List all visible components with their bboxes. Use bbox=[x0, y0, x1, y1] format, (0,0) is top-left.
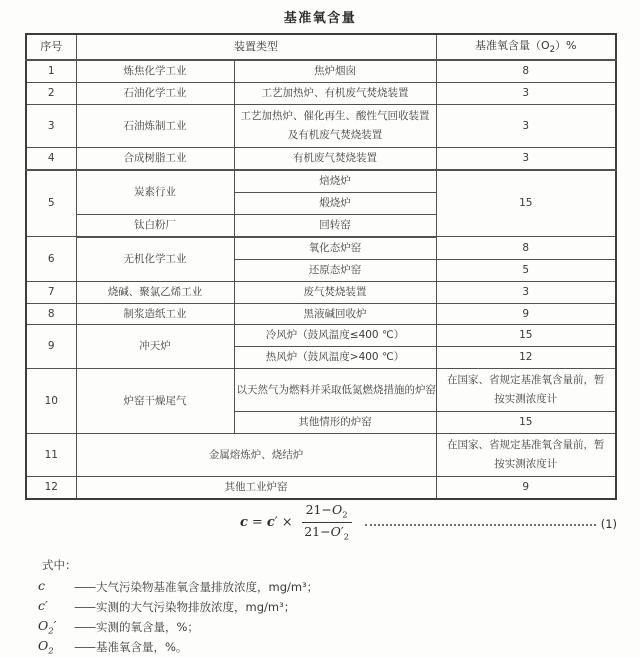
formula-lhs: c = c ′ × bbox=[240, 514, 293, 530]
device-cell: 煅烧炉 bbox=[234, 193, 436, 215]
value-cell: 5 bbox=[436, 259, 616, 281]
row-no: 3 bbox=[26, 105, 76, 148]
industry-cell: 制浆造纸工业 bbox=[76, 303, 234, 325]
device-cell: 回转窑 bbox=[234, 214, 436, 236]
table-row bbox=[26, 237, 616, 259]
row-no: 2 bbox=[26, 83, 76, 105]
row-no: 8 bbox=[26, 303, 76, 325]
industry-cell: 炼焦化学工业 bbox=[76, 60, 234, 82]
device-cell: 以天然气为燃料并采取低氮燃烧措施的炉窑 bbox=[234, 369, 436, 412]
table-row bbox=[26, 369, 616, 412]
row-no: 10 bbox=[26, 369, 76, 434]
device-cell: 工艺加热炉、催化再生、酸性气回收装置及有机废气焚烧装置 bbox=[234, 105, 436, 148]
device-cell: 废气焚烧装置 bbox=[234, 281, 436, 303]
row-no: 4 bbox=[26, 148, 76, 170]
equation-number: (1) bbox=[600, 516, 617, 531]
page-title: 基准氧含量 bbox=[283, 11, 357, 26]
table-row bbox=[26, 281, 616, 303]
device-cell: 其他工业炉窑 bbox=[76, 477, 436, 499]
device-cell: 氧化态炉窑 bbox=[234, 237, 436, 259]
definition-text: 实测的大气污染物排放浓度，mg/m³； bbox=[96, 600, 296, 614]
industry-cell: 石油化学工业 bbox=[76, 83, 234, 105]
value-cell: 15 bbox=[436, 412, 616, 434]
table-row bbox=[26, 105, 616, 148]
definition-dash: —— bbox=[74, 640, 95, 654]
industry-cell: 钛白粉厂 bbox=[76, 214, 234, 236]
symbol: c bbox=[38, 577, 46, 593]
row-no: 12 bbox=[26, 477, 76, 499]
table-row bbox=[26, 148, 616, 170]
row-no: 1 bbox=[26, 60, 76, 82]
industry-cell: 冲天炉 bbox=[76, 325, 234, 369]
industry-cell: 无机化学工业 bbox=[76, 237, 234, 281]
device-cell: 有机废气焚烧装置 bbox=[234, 148, 436, 170]
table-row bbox=[26, 434, 616, 477]
industry-cell: 烧碱、聚氯乙烯工业 bbox=[76, 281, 234, 303]
row-no: 5 bbox=[26, 170, 76, 237]
definition-dash: —— bbox=[74, 580, 95, 594]
definition-item bbox=[38, 637, 598, 657]
table-row bbox=[26, 83, 616, 105]
value-cell: 3 bbox=[436, 105, 616, 148]
symbol: $O_2'$ bbox=[38, 617, 57, 637]
value-cell: 8 bbox=[436, 60, 616, 82]
device-cell: 焙烧炉 bbox=[234, 170, 436, 192]
definition-dash: —— bbox=[74, 600, 95, 614]
device-cell: 工艺加热炉、有机废气焚烧装置 bbox=[234, 83, 436, 105]
header-device-type: 装置类型 bbox=[76, 34, 436, 60]
value-cell: 9 bbox=[436, 303, 616, 325]
device-cell: 其他情形的炉窑 bbox=[234, 412, 436, 434]
device-cell: 热风炉（鼓风温度>400 ℃） bbox=[234, 347, 436, 369]
value-cell: 15 bbox=[436, 170, 616, 237]
value-cell: 12 bbox=[436, 347, 616, 369]
value-cell: 3 bbox=[436, 148, 616, 170]
value-cell: 在国家、省规定基准氧含量前，暂按实测浓度计 bbox=[436, 369, 616, 412]
industry-cell: 合成树脂工业 bbox=[76, 148, 234, 170]
definition-text: 大气污染物基准氧含量排放浓度，mg/m³； bbox=[96, 580, 319, 594]
industry-cell: 石油炼制工业 bbox=[76, 105, 234, 148]
industry-cell: 炉窑干燥尾气 bbox=[76, 369, 234, 434]
value-cell: 9 bbox=[436, 477, 616, 499]
table-row bbox=[26, 170, 616, 192]
row-no: 11 bbox=[26, 434, 76, 477]
table-header-row bbox=[26, 34, 616, 60]
device-cell: 黑液碱回收炉 bbox=[234, 303, 436, 325]
fraction-denominator: $21-O'_2$ bbox=[304, 523, 350, 542]
definition-text: 实测的氧含量，%； bbox=[96, 620, 199, 634]
row-no: 9 bbox=[26, 325, 76, 369]
table-row bbox=[26, 60, 616, 82]
header-baseline-oxygen: 基准氧含量$(O_2)\%$ bbox=[436, 34, 616, 60]
definition-text: 基准氧含量，%。 bbox=[96, 640, 188, 654]
value-cell: 3 bbox=[436, 83, 616, 105]
value-cell: 8 bbox=[436, 237, 616, 259]
baseline-oxygen-table bbox=[25, 33, 617, 500]
value-cell: 在国家、省规定基准氧含量前，暂按实测浓度计 bbox=[436, 434, 616, 477]
symbol: c′ bbox=[38, 597, 48, 613]
table-row bbox=[26, 303, 616, 325]
fraction-numerator: $21-O_2$ bbox=[302, 502, 352, 523]
row-no: 6 bbox=[26, 237, 76, 281]
device-cell: 冷风炉（鼓风温度≤400 ℃） bbox=[234, 325, 436, 347]
where-label: 式中： bbox=[42, 558, 77, 572]
definition-dash: —— bbox=[74, 620, 95, 634]
device-cell: 焦炉烟囱 bbox=[234, 60, 436, 82]
value-cell: 3 bbox=[436, 281, 616, 303]
formula-fraction bbox=[302, 502, 352, 542]
value-cell: 15 bbox=[436, 325, 616, 347]
table-row bbox=[26, 325, 616, 347]
header-no: 序号 bbox=[26, 34, 76, 60]
row-no: 7 bbox=[26, 281, 76, 303]
device-cell: 还原态炉窑 bbox=[234, 259, 436, 281]
symbol-definitions bbox=[38, 577, 598, 657]
oxygen-conversion-formula bbox=[25, 496, 617, 548]
definition-item bbox=[38, 577, 598, 597]
device-cell: 金属熔炼炉、烧结炉 bbox=[76, 434, 436, 477]
definition-item bbox=[38, 617, 598, 637]
symbol: $O_2$ bbox=[38, 637, 54, 657]
industry-cell: 炭素行业 bbox=[76, 170, 234, 214]
definition-item bbox=[38, 597, 598, 617]
dotted-leader bbox=[365, 524, 596, 526]
